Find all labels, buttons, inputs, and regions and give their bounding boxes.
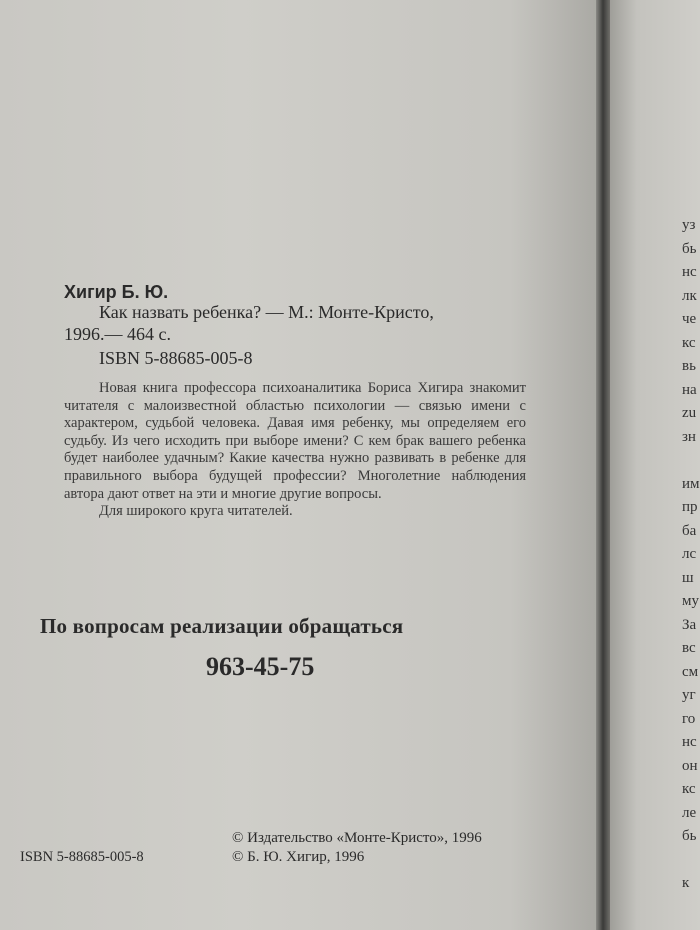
right-page-line-fragment: че (682, 311, 697, 327)
abstract (64, 380, 526, 521)
right-page-line-fragment: см (682, 663, 699, 680)
right-page-line-fragment (682, 449, 700, 473)
right-page-line-fragment: го (682, 710, 696, 727)
right-page-line-fragment: зн (682, 428, 696, 445)
right-page-line-fragment: бь (682, 828, 697, 844)
right-page-line-fragment: он (682, 757, 698, 774)
right-page-line-fragment: кс (682, 334, 696, 351)
right-page-line-fragment: ба (682, 522, 697, 539)
right-page-line-fragment: к (682, 875, 690, 891)
author-name: Хигир Б. Ю. (64, 282, 169, 302)
bibliographic-year-line: 1996.— 464 с. (64, 324, 171, 344)
right-page-line-fragment: уг (682, 687, 696, 703)
abstract-paragraph: Новая книга профессора психоаналитика Бориса Хигира знакомит читателя с малоизвестной областью психологии — связью имени с характером, судьбой человека. Давая имя ребенку, мы определяем его судьбу. Из чего исходить при выборе имени? С кем брак вашего ребенка будет наиболее удачным? Какие качества нужно развивать в ребенке для правильного выбора будущей профессии? Многолетние наблюдения автора дают ответ на эти и многие другие вопросы. (64, 380, 526, 502)
right-page-line-fragment: пр (682, 499, 698, 515)
right-page-line-fragment: вь (682, 358, 696, 374)
copyright-publisher: © Издательство «Монте-Кристо», 1996 (232, 830, 482, 846)
right-page-line-fragment: бь (682, 240, 697, 257)
book-spine (596, 0, 610, 930)
right-page-line-fragment: лс (682, 546, 697, 562)
bibliographic-title-line: Как назвать ребенка? — М.: Монте-Кристо, (99, 302, 434, 322)
copyright-author: © Б. Ю. Хигир, 1996 (232, 849, 365, 865)
right-page-line-fragment: нс (682, 264, 697, 280)
sales-phone: 963-45-75 (206, 652, 315, 681)
right-page-line-fragment (682, 849, 700, 873)
right-page-line-fragment: уз (682, 217, 696, 233)
right-page-line-fragment: zu (682, 405, 697, 421)
right-page-line-fragment: ле (682, 804, 697, 821)
audience-note: Для широкого круга читателей. (99, 503, 293, 520)
isbn-bottom: ISBN 5-88685-005-8 (20, 849, 144, 865)
isbn-top: ISBN 5-88685-005-8 (99, 348, 253, 368)
right-page-text-fragments (682, 214, 700, 896)
right-page-line-fragment: му (682, 593, 699, 609)
sales-heading: По вопросам реализации обращаться (40, 614, 404, 638)
right-page (610, 0, 700, 930)
right-page-line-fragment: на (682, 381, 697, 398)
right-page-line-fragment: вс (682, 640, 696, 656)
right-page-line-fragment: За (682, 616, 697, 633)
right-page-line-fragment: лк (682, 287, 697, 304)
right-page-line-fragment: ш (682, 569, 694, 586)
right-page-line-fragment: кс (682, 781, 696, 797)
right-page-line-fragment: им (682, 475, 700, 492)
right-page-line-fragment: нс (682, 734, 697, 750)
